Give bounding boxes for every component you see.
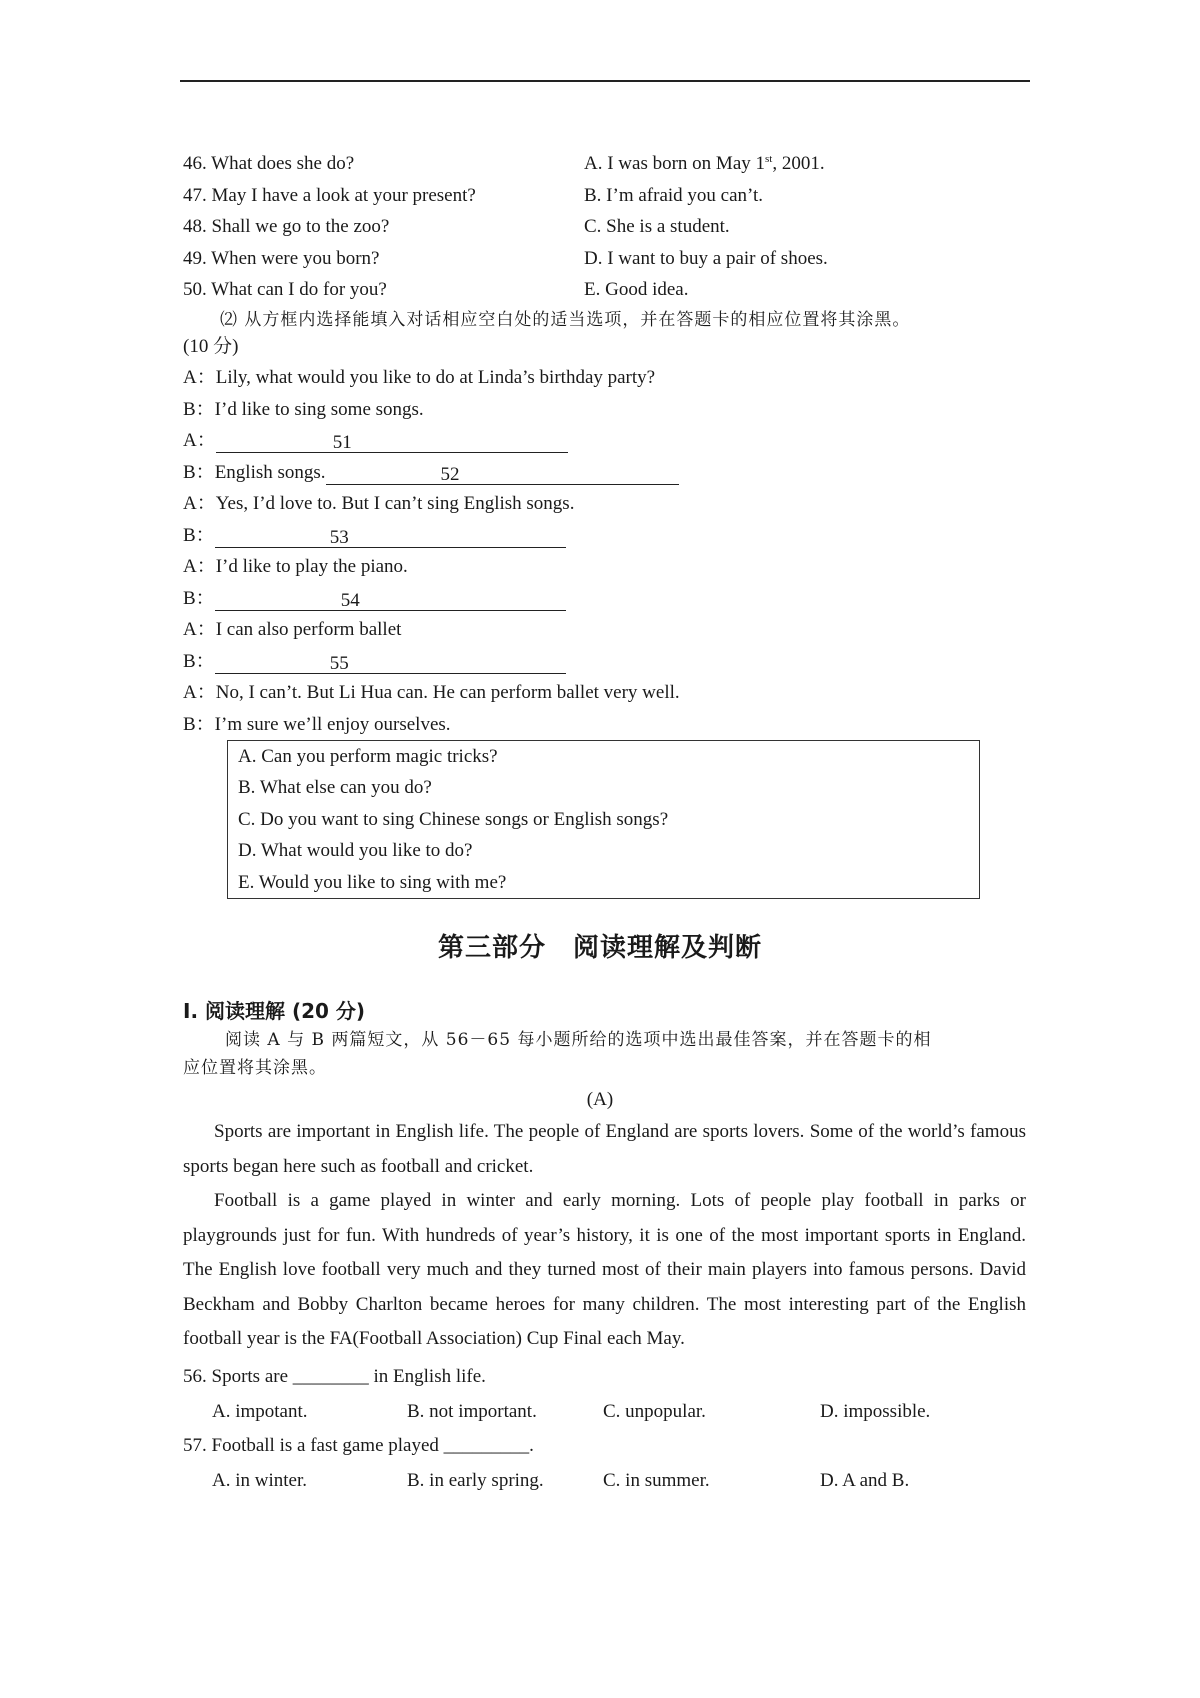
dialogue-line: A： 51 [183, 429, 568, 453]
blank-55[interactable]: 55 [215, 653, 566, 674]
question-57-option: B. in early spring. [407, 1470, 544, 1491]
passage-paragraph-1: Sports are important in English life. The people of England are sports lovers. Some of the world’s famous sports began here such as football and cricket. [183, 1121, 1026, 1177]
instruction-2-score: (10 分) [183, 336, 239, 357]
option-d: D. What would you like to do? [238, 840, 473, 861]
answer-a: A. I was born on May 1st, 2001. [584, 153, 825, 174]
answer-e: E. Good idea. [584, 279, 689, 300]
question-57-option: D. A and B. [820, 1470, 910, 1491]
option-c: C. Do you want to sing Chinese songs or English songs? [238, 809, 669, 830]
options-box [227, 740, 980, 899]
question-47: 47. May I have a look at your present? [183, 185, 476, 206]
dialogue-line: A：Lily, what would you like to do at Linda’s birthday party? [183, 367, 656, 388]
reading-instruction: 阅读 A 与 B 两篇短文，从 56－65 每小题所给的选项中选出最佳答案，并在答题卡的相 [225, 1030, 932, 1050]
question-56-option: B. not important. [407, 1401, 537, 1422]
reading-instruction-cont: 应位置将其涂黑。 [183, 1058, 327, 1078]
blank-53[interactable]: 53 [215, 527, 566, 548]
reading-heading: Ⅰ. 阅读理解 (20 分) [183, 999, 366, 1023]
dialogue-line: B：English songs. 52 [183, 461, 679, 485]
option-a: A. Can you perform magic tricks? [238, 746, 498, 767]
answer-d: D. I want to buy a pair of shoes. [584, 248, 828, 269]
option-b: B. What else can you do? [238, 777, 432, 798]
option-e: E. Would you like to sing with me? [238, 872, 507, 893]
question-57-option: C. in summer. [603, 1470, 710, 1491]
question-56-option: D. impossible. [820, 1401, 931, 1422]
dialogue-line: B： 54 [183, 587, 566, 611]
section-title: 第三部分 阅读理解及判断 [437, 933, 762, 963]
question-48: 48. Shall we go to the zoo? [183, 216, 390, 237]
dialogue-line: B：I’d like to sing some songs. [183, 399, 424, 420]
dialogue-line: B： 53 [183, 524, 566, 548]
blank-52[interactable]: 52 [326, 464, 679, 485]
dialogue-line: A：Yes, I’d love to. But I can’t sing English songs. [183, 493, 575, 514]
question-57: 57. Football is a fast game played _________. [183, 1435, 534, 1456]
dialogue-line: B： 55 [183, 650, 566, 674]
blank-51[interactable]: 51 [216, 432, 568, 453]
question-56-option: C. unpopular. [603, 1401, 706, 1422]
passage-paragraph-2: Football is a game played in winter and early morning. Lots of people play football in parks or playgrounds just for fun. With hundreds of year’s history, it is one of the most important sports in England. The English love football very much and they turned most of their main players into famous persons. David Beckham and Bobby Charlton became heroes for many children. The most interesting part of the English football year is the FA(Football Association) Cup Final each May. [183, 1190, 1026, 1349]
question-57-option: A. in winter. [212, 1470, 307, 1491]
question-46: 46. What does she do? [183, 153, 355, 174]
passage-label: (A) [586, 1089, 614, 1110]
question-50: 50. What can I do for you? [183, 279, 387, 300]
dialogue-line: A：No, I can’t. But Li Hua can. He can perform ballet very well. [183, 682, 680, 703]
answer-b: B. I’m afraid you can’t. [584, 185, 764, 206]
blank-54[interactable]: 54 [215, 590, 566, 611]
dialogue-line: A：I can also perform ballet [183, 619, 402, 640]
question-49: 49. When were you born? [183, 248, 380, 269]
answer-c: C. She is a student. [584, 216, 730, 237]
dialogue-line: B：I’m sure we’ll enjoy ourselves. [183, 714, 451, 735]
instruction-2: ⑵ 从方框内选择能填入对话相应空白处的适当选项，并在答题卡的相应位置将其涂黑。 [220, 310, 911, 330]
header-rule [180, 80, 1030, 82]
dialogue-line: A：I’d like to play the piano. [183, 556, 408, 577]
question-56: 56. Sports are ________ in English life. [183, 1366, 486, 1387]
question-56-option: A. impotant. [212, 1401, 308, 1422]
